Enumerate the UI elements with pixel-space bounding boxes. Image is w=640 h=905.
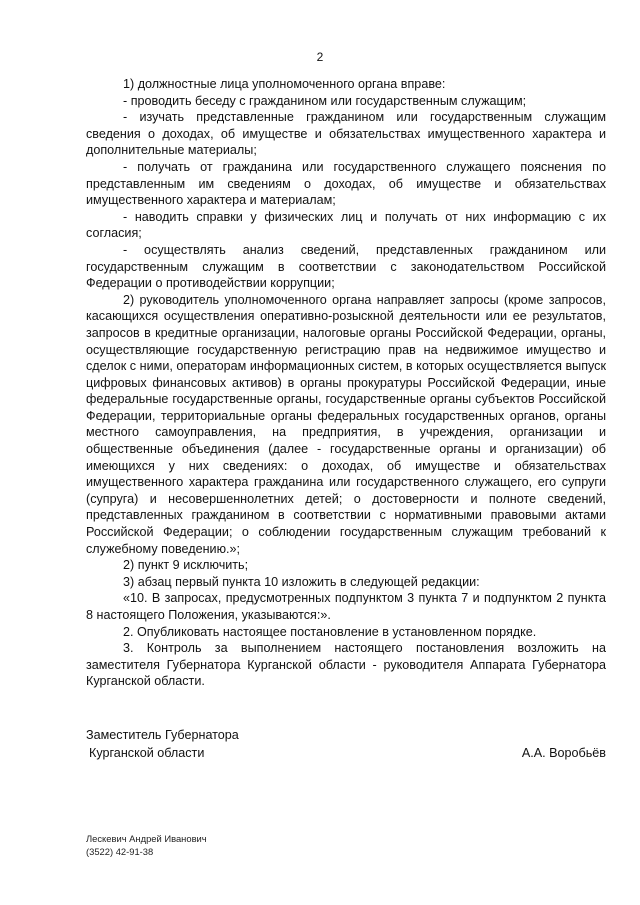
paragraph: 2. Опубликовать настоящее постановление в установленном порядке. xyxy=(123,624,537,639)
signatory-title-line1: Заместитель Губернатора xyxy=(86,728,239,742)
paragraph: 3. Контроль за выполнением настоящего постановления возложить на заместителя Губернатора Курганской области - руководителя Аппарата Губернатора Курганской области. xyxy=(86,641,606,689)
paragraph: - осуществлять анализ сведений, представленных гражданином или государственным служащим в соответствии с законодательством Российской Федерации о противодействии коррупции; xyxy=(86,242,606,291)
paragraph: 2) пункт 9 исключить; xyxy=(123,558,249,573)
paragraph: - изучать представленные гражданином или государственным служащим сведения о доходах, об имуществе и обязательствах имущественного характера и дополнительные материалы; xyxy=(86,110,606,158)
executor-block xyxy=(86,833,207,858)
paragraph: - получать от гражданина или государственного служащего пояснения по представленным им сведениям о доходах, об имуществе и обязательствах имущественного характера и материалам; xyxy=(86,159,606,208)
page-number: 2 xyxy=(316,50,324,64)
signatory-name: А.А. Воробьёв xyxy=(521,746,606,760)
executor-name: Лескевич Андрей Иванович xyxy=(86,833,207,844)
signatory-title-line2: Курганской области xyxy=(89,746,205,760)
signature-block xyxy=(86,726,606,762)
paragraph: 3) абзац первый пункта 10 изложить в следующей редакции: xyxy=(123,574,480,589)
paragraph: 1) должностные лица уполномоченного органа вправе: xyxy=(123,77,446,91)
executor-phone: (3522) 42-91-38 xyxy=(86,845,154,857)
paragraph: - наводить справки у физических лиц и получать от них информацию с их согласия; xyxy=(86,209,606,241)
paragraph: 2) руководитель уполномоченного органа направляет запросы (кроме запросов, касающихся осуществления оперативно-розыскной деятельности или ее результатов, запросов в кредитные организации, налоговые органы Российской Федерации, органы, осуществляющие государственную регистрацию прав на недвижимое имущество и сделок с ними, операторам информационных систем, в которых осуществляется выпуск цифровых финансовых активов) в органы прокуратуры Российской Федерации, иные федеральные государственные органы, государственные органы субъектов Российской Федерации, территориальные органы федеральных государственных органов, органы местного самоуправления, на предприятия, в учреждения, организации и общественные объединения (далее - государственные органы и организации) об имеющихся у них сведениях: о доходах, об имуществе и обязательствах имущественного характера гражданина или государственного служащего, его супруги (супруга) и несовершеннолетних детей; о достоверности и полноте сведений, представленных гражданином в соответствии с нормативными правовыми актами Российской Федерации; о соблюдении государственным служащим требований к служебному поведению.»; xyxy=(86,292,606,556)
document-body xyxy=(86,76,606,690)
paragraph: «10. В запросах, предусмотренных подпунктом 3 пункта 7 и подпунктом 2 пункта 8 настоящего Положения, указываются:». xyxy=(86,591,606,622)
paragraph: - проводить беседу с гражданином или государственным служащим; xyxy=(123,93,527,108)
